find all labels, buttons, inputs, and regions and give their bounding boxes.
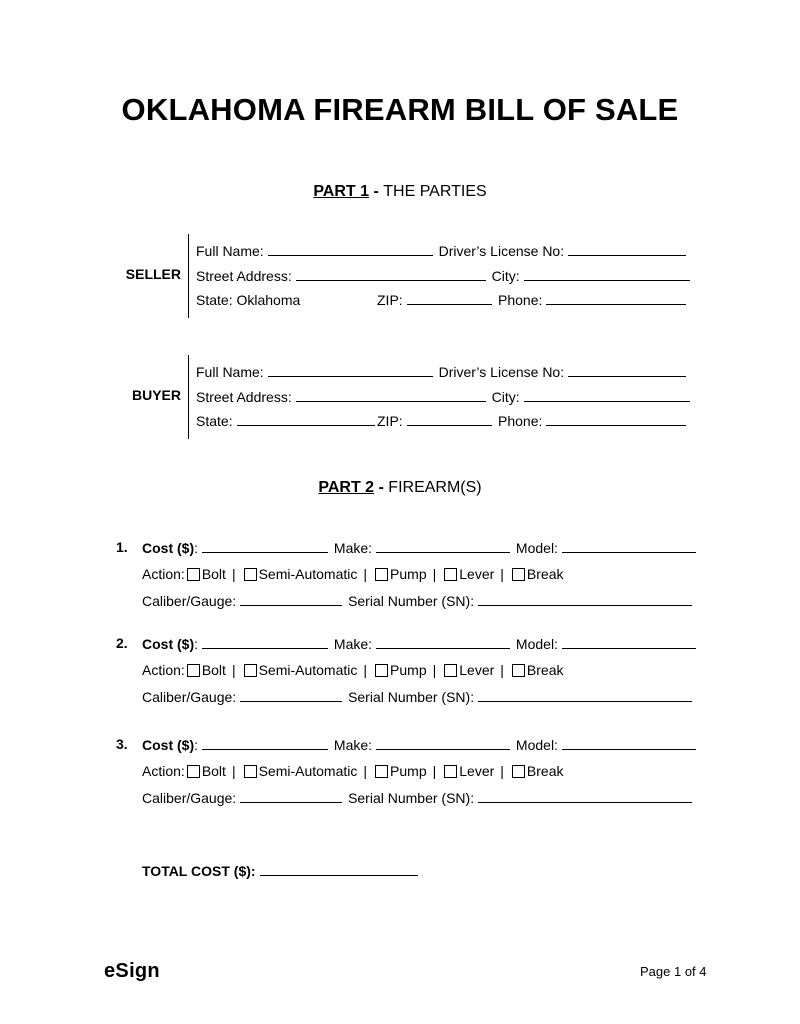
pump-label: Pump — [390, 566, 427, 582]
page-number: Page 1 of 4 — [640, 964, 707, 979]
buyer-state-field[interactable] — [237, 412, 375, 426]
seller-zip-group — [377, 291, 492, 309]
make-field[interactable] — [376, 635, 510, 649]
seller-full-name-label: Full Name: — [196, 243, 264, 259]
part2-text: FIREARM(S) — [388, 479, 482, 496]
firearm-number: 2. — [116, 635, 128, 651]
caliber-label: Caliber/Gauge: — [142, 689, 237, 705]
part2-number: PART 2 — [318, 479, 375, 496]
seller-phone-group — [498, 291, 686, 309]
total-cost-field[interactable] — [260, 862, 418, 876]
separator: | — [500, 566, 504, 582]
separator: | — [363, 662, 368, 678]
bolt-checkbox[interactable] — [187, 664, 200, 677]
seller-phone-label: Phone: — [498, 292, 543, 308]
buyer-city-label: City: — [491, 389, 520, 405]
model-field[interactable] — [562, 539, 696, 553]
pump-checkbox[interactable] — [375, 765, 388, 778]
action-label: Action: — [142, 662, 185, 678]
pump-checkbox[interactable] — [375, 568, 388, 581]
lever-label: Lever — [459, 566, 495, 582]
buyer-street-label: Street Address: — [196, 389, 292, 405]
seller-divider — [188, 234, 189, 318]
bolt-checkbox[interactable] — [187, 568, 200, 581]
semi-automatic-checkbox[interactable] — [244, 568, 257, 581]
pump-label: Pump — [390, 662, 427, 678]
caliber-label: Caliber/Gauge: — [142, 790, 237, 806]
buyer-city-field[interactable] — [524, 388, 690, 402]
break-label: Break — [526, 763, 564, 779]
total-cost-label: TOTAL COST ($): — [142, 863, 256, 879]
buyer-zip-group — [377, 412, 492, 430]
caliber-field[interactable] — [240, 688, 342, 702]
break-checkbox[interactable] — [512, 664, 525, 677]
separator: | — [231, 662, 236, 678]
cost-colon: : — [194, 636, 199, 652]
break-checkbox[interactable] — [512, 568, 525, 581]
break-label: Break — [526, 662, 564, 678]
separator: | — [231, 566, 236, 582]
part1-text: THE PARTIES — [383, 183, 487, 200]
firearm-number: 3. — [116, 736, 128, 752]
semi-automatic-checkbox[interactable] — [244, 664, 257, 677]
seller-phone-field[interactable] — [546, 291, 686, 305]
bolt-label: Bolt — [201, 662, 226, 678]
bolt-label: Bolt — [201, 566, 226, 582]
serial-field[interactable] — [478, 789, 692, 803]
lever-label: Lever — [459, 662, 495, 678]
serial-field[interactable] — [478, 592, 692, 606]
bolt-label: Bolt — [201, 763, 226, 779]
action-label: Action: — [142, 763, 185, 779]
buyer-phone-group — [498, 412, 686, 430]
buyer-phone-field[interactable] — [546, 412, 686, 426]
model-field[interactable] — [562, 736, 696, 750]
semi-automatic-checkbox[interactable] — [244, 765, 257, 778]
serial-label: Serial Number (SN): — [348, 593, 475, 609]
buyer-row-2 — [196, 388, 690, 406]
seller-street-label: Street Address: — [196, 268, 292, 284]
part1-dash: - — [369, 183, 384, 200]
seller-zip-field[interactable] — [407, 291, 492, 305]
model-label: Model: — [515, 636, 558, 652]
cost-colon: : — [194, 737, 199, 753]
cost-label: Cost ($) — [142, 636, 195, 652]
separator: | — [500, 662, 504, 678]
lever-checkbox[interactable] — [444, 765, 457, 778]
separator: | — [500, 763, 504, 779]
lever-label: Lever — [459, 763, 495, 779]
firearm-row-action — [142, 661, 564, 679]
seller-license-label: Driver’s License No: — [438, 243, 565, 259]
action-label: Action: — [142, 566, 185, 582]
seller-state-label: State: Oklahoma — [196, 292, 301, 308]
document-title: OKLAHOMA FIREARM BILL OF SALE — [121, 92, 679, 127]
seller-row-2 — [196, 267, 690, 285]
buyer-full-name-label: Full Name: — [196, 364, 264, 380]
firearm-row-caliber — [142, 592, 692, 610]
make-field[interactable] — [376, 736, 510, 750]
separator: | — [432, 662, 437, 678]
buyer-full-name-field[interactable] — [268, 363, 433, 377]
serial-label: Serial Number (SN): — [348, 790, 475, 806]
buyer-license-field[interactable] — [568, 363, 686, 377]
separator: | — [363, 763, 368, 779]
part1-heading — [0, 183, 800, 201]
make-label: Make: — [333, 540, 373, 556]
break-checkbox[interactable] — [512, 765, 525, 778]
caliber-label: Caliber/Gauge: — [142, 593, 237, 609]
bolt-checkbox[interactable] — [187, 765, 200, 778]
seller-row-3 — [196, 291, 696, 309]
seller-license-field[interactable] — [568, 242, 686, 256]
seller-row-1 — [196, 242, 686, 260]
total-cost-row — [142, 862, 418, 880]
separator: | — [432, 763, 437, 779]
buyer-zip-label: ZIP: — [377, 413, 403, 429]
buyer-row-3 — [196, 412, 696, 430]
firearm-row-cost — [142, 635, 696, 653]
esign-logo: eSign — [104, 960, 160, 982]
separator: | — [432, 566, 437, 582]
model-label: Model: — [515, 540, 558, 556]
buyer-license-label: Driver’s License No: — [438, 364, 565, 380]
buyer-street-field[interactable] — [296, 388, 486, 402]
break-label: Break — [526, 566, 564, 582]
seller-city-field[interactable] — [524, 267, 690, 281]
part1-number: PART 1 — [313, 183, 370, 200]
firearm-row-cost — [142, 539, 696, 557]
serial-field[interactable] — [478, 688, 692, 702]
make-label: Make: — [333, 737, 373, 753]
part2-dash: - — [374, 479, 389, 496]
serial-label: Serial Number (SN): — [348, 689, 475, 705]
cost-label: Cost ($) — [142, 737, 195, 753]
seller-street-field[interactable] — [296, 267, 486, 281]
seller-full-name-field[interactable] — [268, 242, 433, 256]
cost-field[interactable] — [202, 736, 328, 750]
lever-checkbox[interactable] — [444, 568, 457, 581]
buyer-state-label: State: — [196, 413, 233, 429]
cost-label: Cost ($) — [142, 540, 195, 556]
model-field[interactable] — [562, 635, 696, 649]
buyer-phone-label: Phone: — [498, 413, 543, 429]
part2-heading — [0, 479, 800, 497]
seller-city-label: City: — [491, 268, 520, 284]
separator: | — [363, 566, 368, 582]
buyer-divider — [188, 355, 189, 439]
caliber-field[interactable] — [240, 592, 342, 606]
semi-automatic-label: Semi-Automatic — [258, 662, 358, 678]
caliber-field[interactable] — [240, 789, 342, 803]
pump-checkbox[interactable] — [375, 664, 388, 677]
model-label: Model: — [515, 737, 558, 753]
firearm-row-caliber — [142, 789, 692, 807]
separator: | — [231, 763, 236, 779]
buyer-row-1 — [196, 363, 686, 381]
cost-field[interactable] — [202, 635, 328, 649]
lever-checkbox[interactable] — [444, 664, 457, 677]
buyer-label: BUYER — [131, 387, 181, 403]
pump-label: Pump — [390, 763, 427, 779]
seller-zip-label: ZIP: — [377, 292, 403, 308]
firearm-row-caliber — [142, 688, 692, 706]
firearm-row-cost — [142, 736, 696, 754]
cost-field[interactable] — [202, 539, 328, 553]
cost-colon: : — [194, 540, 199, 556]
seller-label: SELLER — [125, 266, 181, 282]
firearm-row-action — [142, 762, 564, 780]
semi-automatic-label: Semi-Automatic — [258, 763, 358, 779]
buyer-zip-field[interactable] — [407, 412, 492, 426]
firearm-number: 1. — [116, 539, 128, 555]
make-field[interactable] — [376, 539, 510, 553]
semi-automatic-label: Semi-Automatic — [258, 566, 358, 582]
make-label: Make: — [333, 636, 373, 652]
firearm-row-action — [142, 565, 564, 583]
